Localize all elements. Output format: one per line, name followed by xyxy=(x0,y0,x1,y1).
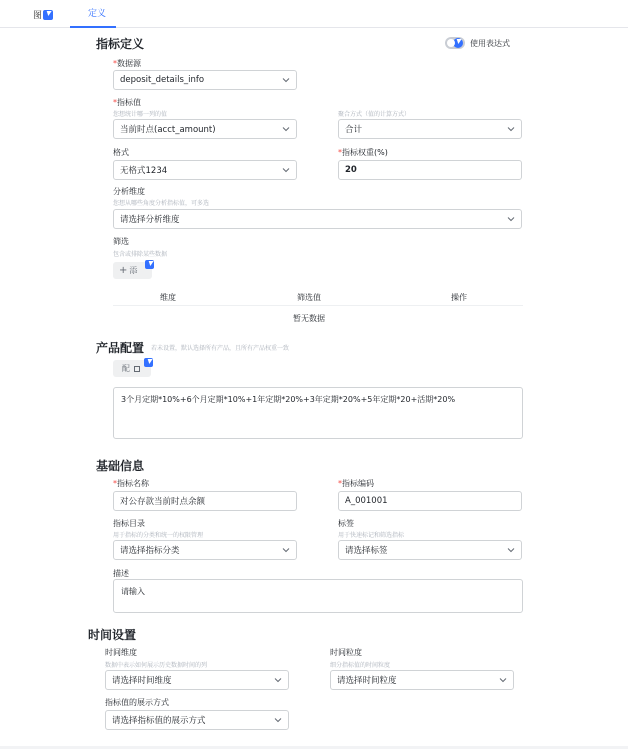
product-title: 产品配置 xyxy=(96,341,145,355)
expression-toggle[interactable] xyxy=(445,37,465,49)
display-mode-label: 指标值的展示方式 xyxy=(105,698,169,707)
chevron-down-icon xyxy=(274,716,282,724)
chevron-down-icon xyxy=(507,215,515,223)
chevron-down-icon xyxy=(507,125,515,133)
dimensions-label: 分析维度 xyxy=(113,187,145,196)
format-select[interactable] xyxy=(113,160,297,180)
aggregation-select[interactable] xyxy=(338,119,522,139)
product-config-label: 配 xyxy=(122,364,130,373)
chevron-down-icon xyxy=(274,676,282,684)
product-formula-textarea[interactable]: 3个月定期*10%+6个月定期*10%+1年定期*20%+3年定期*20%+5年定期*20+活期*20% xyxy=(113,387,523,439)
time-granularity-label: 时间粒度 xyxy=(330,648,362,657)
time-dimension-label: 时间维度 xyxy=(105,648,137,657)
time-dimension-placeholder: 请选择时间维度 xyxy=(112,676,172,686)
metric-code-input[interactable]: A_001001 xyxy=(338,491,522,511)
add-filter-label: 添 xyxy=(129,266,138,275)
catalog-hint: 用于指标的分类和统一的权限管理 xyxy=(113,532,204,539)
product-config-button[interactable] xyxy=(113,360,151,377)
time-dimension-select[interactable] xyxy=(105,670,289,690)
data-source-label: *数据源 xyxy=(113,59,141,68)
tab-chart[interactable] xyxy=(33,8,53,21)
filter-hint: 包含或排除某些数据 xyxy=(113,251,168,258)
filter-col-value: 筛选值 xyxy=(297,293,321,302)
time-title: 时间设置 xyxy=(88,628,137,642)
aggregation-value: 合计 xyxy=(345,125,363,135)
basic-title: 基础信息 xyxy=(96,459,145,473)
tags-hint: 用于快速标记和筛选指标 xyxy=(338,532,405,539)
filter-empty-text: 暂无数据 xyxy=(293,314,325,323)
dimensions-hint: 您想从哪些角度分析指标值，可多选 xyxy=(113,200,210,207)
data-source-select[interactable] xyxy=(113,70,297,90)
metric-name-label: *指标名称 xyxy=(113,479,149,488)
tab-chart-label: 图 xyxy=(33,11,43,21)
filter-col-dimension: 维度 xyxy=(160,293,176,302)
catalog-label: 指标目录 xyxy=(113,519,145,528)
format-value: 无格式1234 xyxy=(120,166,168,176)
chevron-down-icon xyxy=(499,676,507,684)
metric-value-hint: 您想统计哪一列的值 xyxy=(113,111,168,118)
catalog-select[interactable] xyxy=(113,540,297,560)
display-mode-select[interactable] xyxy=(105,710,289,730)
lightning-icon xyxy=(43,10,53,20)
metric-value-label: *指标值 xyxy=(113,98,141,107)
definition-title: 指标定义 xyxy=(96,37,145,51)
metric-name-input[interactable]: 对公存款当前时点余额 xyxy=(113,491,297,511)
time-granularity-hint: 细分指标值的时间粒度 xyxy=(330,662,391,669)
chevron-down-icon xyxy=(282,166,290,174)
chevron-down-icon xyxy=(282,76,290,84)
aggregation-hint: 聚合方式（值的计算方式） xyxy=(338,111,411,118)
time-granularity-select[interactable] xyxy=(330,670,514,690)
dimensions-select[interactable] xyxy=(113,209,522,229)
catalog-placeholder: 请选择指标分类 xyxy=(120,546,180,556)
lightning-icon xyxy=(145,260,154,269)
description-label: 描述 xyxy=(113,569,129,578)
metric-value-select[interactable] xyxy=(113,119,297,139)
display-mode-placeholder: 请选择指标值的展示方式 xyxy=(112,716,206,726)
data-source-value: deposit_details_info xyxy=(120,75,205,85)
chevron-down-icon xyxy=(282,125,290,133)
tags-label: 标签 xyxy=(338,519,354,528)
tags-placeholder: 请选择标签 xyxy=(345,546,388,556)
chevron-down-icon xyxy=(282,546,290,554)
filter-col-action: 操作 xyxy=(451,293,467,302)
weight-label: *指标权重(%) xyxy=(338,148,388,157)
tab-definition[interactable]: 定义 xyxy=(88,9,107,19)
expression-toggle-label: 使用表达式 xyxy=(470,39,510,48)
weight-input[interactable]: 20 xyxy=(338,160,522,180)
active-tab-indicator xyxy=(70,26,116,28)
format-label: 格式 xyxy=(113,148,129,157)
chevron-down-icon xyxy=(507,546,515,554)
plus-icon: + xyxy=(119,265,128,276)
config-icon xyxy=(134,366,140,372)
time-dimension-hint: 数据中表示如何展示历史数据时间的列 xyxy=(105,662,208,669)
lightning-icon xyxy=(453,38,463,48)
dimensions-placeholder: 请选择分析维度 xyxy=(120,215,180,225)
metric-code-label: *指标编码 xyxy=(338,479,374,488)
add-filter-button[interactable] xyxy=(113,262,152,279)
lightning-icon xyxy=(144,358,153,367)
filter-label: 筛选 xyxy=(113,237,129,246)
time-granularity-placeholder: 请选择时间粒度 xyxy=(337,676,397,686)
product-hint: 若未设置，默认选择所有产品，且所有产品权重一致 xyxy=(151,345,290,352)
table-divider xyxy=(113,305,523,306)
metric-value-value: 当前时点(acct_amount) xyxy=(120,125,216,135)
description-textarea[interactable]: 请输入 xyxy=(113,579,523,613)
tags-select[interactable] xyxy=(338,540,522,560)
